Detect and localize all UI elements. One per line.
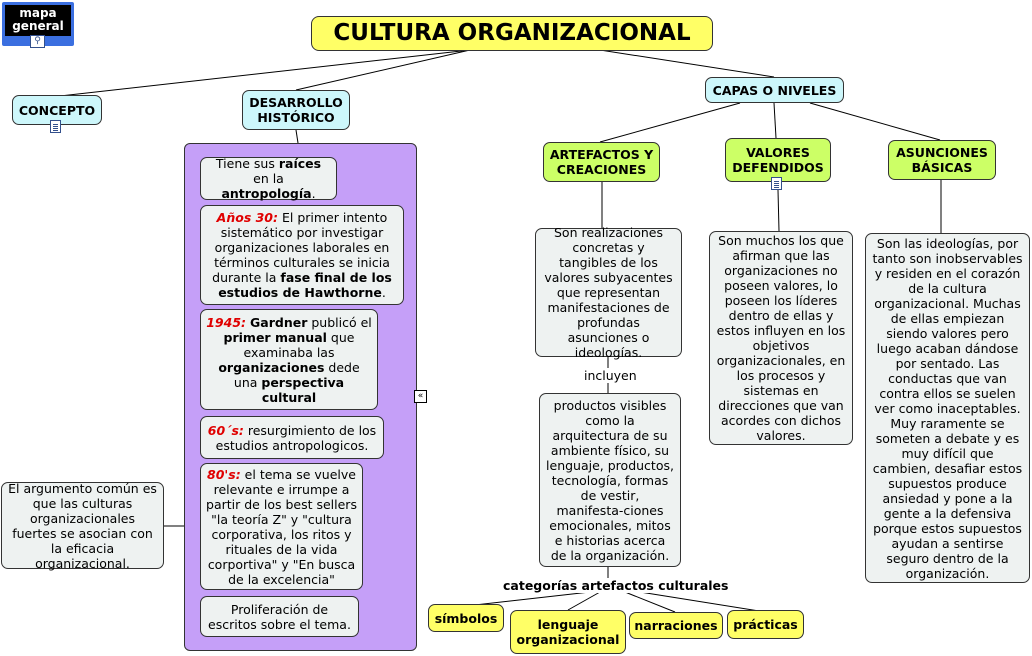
anos30-text: El primer intento sistemático por investigar organizaciones laborales en términos culturales se inicia durante la	[212, 210, 390, 285]
proliferacion-text: Proliferación de escritos sobre el tema.	[208, 601, 351, 632]
valores-desc-node[interactable]	[709, 231, 853, 445]
raices-text-e: .	[311, 186, 316, 201]
anos30-node[interactable]	[200, 205, 404, 305]
productos-text: productos visibles como la arquitectura de su ambiente físico, su lenguaje, productos, tecnología, formas de vestir, manifesta-ciones emocionales, mitos e historias acerca de la organización.	[546, 397, 674, 563]
primer-manual-bold: primer manual	[223, 329, 327, 345]
argumento-node[interactable]	[1, 482, 164, 569]
map-icon[interactable]: ⚲	[30, 35, 45, 48]
asunciones-desc-text: Son las ideologías, por tanto son inobservables y residen en el corazón de la cultura organizacional. Muchas de ellas empiezan siendo valores pero luego acaban dándose por sentado. Las conductas que van contra ellos se suelen ver como inaceptables. Muy raramente se someten a debate y es muy difícil que cambien, desafiar estos supuestos produce ansiedad y pone a la gente a la defensiva porque estos supuestos ayudan a sentirse seguro dentro de la organización.	[872, 235, 1023, 581]
asunciones-label: ASUNCIONES BÁSICAS	[896, 145, 988, 175]
y1945-node[interactable]	[200, 309, 378, 410]
hawthorne-bold: fase final de los estudios de Hawthorne	[218, 270, 392, 300]
raices-node[interactable]	[200, 157, 337, 200]
y60-text: resurgimiento de los estudios antropologicos.	[215, 422, 377, 453]
mapa-general-label: mapa general	[5, 5, 71, 36]
artefactos-desc-node[interactable]	[535, 225, 682, 360]
document-icon[interactable]	[771, 177, 782, 190]
y80-node[interactable]	[200, 463, 363, 590]
title-node[interactable]	[311, 16, 713, 51]
desarrollo-node[interactable]	[242, 90, 350, 130]
capas-label: CAPAS O NIVELES	[712, 82, 837, 98]
document-icon[interactable]	[50, 120, 61, 133]
capas-node[interactable]	[705, 77, 844, 103]
raices-text-c: en la	[253, 171, 284, 186]
gardner-bold: Gardner	[250, 314, 308, 330]
narraciones-node[interactable]	[629, 612, 723, 639]
y60-tag: 60´s:	[207, 422, 244, 438]
y1945-text-c: publicó el	[307, 314, 372, 330]
valores-label: VALORES DEFENDIDOS	[732, 145, 824, 175]
asunciones-node[interactable]	[888, 140, 996, 180]
y80-text: el tema se vuelve relevante e irrumpe a partir de los best sellers "la teoría Z" y "cultura corporativa, los ritos y rituales de la vida corportiva" y "En busca de la excelencia"	[206, 466, 357, 587]
productos-node[interactable]	[539, 393, 681, 567]
incluyen-label: incluyen	[584, 368, 637, 383]
anos30-end: .	[381, 285, 386, 300]
practicas-node[interactable]	[727, 610, 804, 639]
lenguaje-label: lenguaje organizacional	[516, 617, 620, 647]
raices-text-a: Tiene sus	[215, 156, 279, 171]
simbolos-node[interactable]	[428, 604, 504, 632]
proliferacion-node[interactable]	[200, 596, 359, 637]
raices-bold: raíces	[278, 156, 322, 171]
y60-node[interactable]	[200, 416, 384, 459]
desarrollo-label: DESARROLLO HISTÓRICO	[249, 95, 343, 125]
valores-desc-text: Son muchos los que afirman que las organizaciones no poseen valores, lo poseen los líderes dentro de ellas y estos influyen en los objetivos organizacionales, en los procesos y sistemas en direcciones que van acordes con dichos valores.	[716, 233, 846, 443]
antropologia-bold: antropología	[221, 186, 312, 201]
practicas-label: prácticas	[733, 617, 798, 632]
perspectiva-bold: perspectiva cultural	[261, 374, 345, 405]
y80-tag: 80's:	[207, 466, 241, 482]
artefactos-node[interactable]	[543, 142, 660, 182]
collapse-icon[interactable]: «	[414, 390, 427, 403]
concepto-label: CONCEPTO	[18, 102, 96, 118]
simbolos-label: símbolos	[434, 610, 498, 626]
artefactos-label: ARTEFACTOS Y CREACIONES	[549, 147, 654, 177]
valores-node[interactable]	[725, 138, 831, 182]
narraciones-label: narraciones	[634, 618, 718, 633]
y1945-text-g: dede una	[233, 359, 360, 390]
categorias-label: categorías artefactos culturales	[503, 578, 729, 593]
mapa-general-link[interactable]	[2, 2, 74, 46]
anos30-tag: Años 30:	[216, 210, 279, 225]
asunciones-desc-node[interactable]	[865, 233, 1030, 583]
y1945-text-e: que examinaba las	[243, 329, 355, 360]
organizaciones-bold: organizaciones	[218, 359, 325, 375]
page-title: CULTURA ORGANIZACIONAL	[333, 20, 691, 46]
y1945-tag: 1945:	[206, 314, 247, 330]
argumento-text: El argumento común es que las culturas organizacionales fuertes se asocian con la eficacia organizacional.	[8, 480, 157, 571]
artefactos-desc-text: Son realizaciones concretas y tangibles de los valores subyacentes que representan manifestaciones de profundas asunciones o ideologías.	[544, 225, 673, 360]
lenguaje-node[interactable]	[510, 610, 626, 654]
